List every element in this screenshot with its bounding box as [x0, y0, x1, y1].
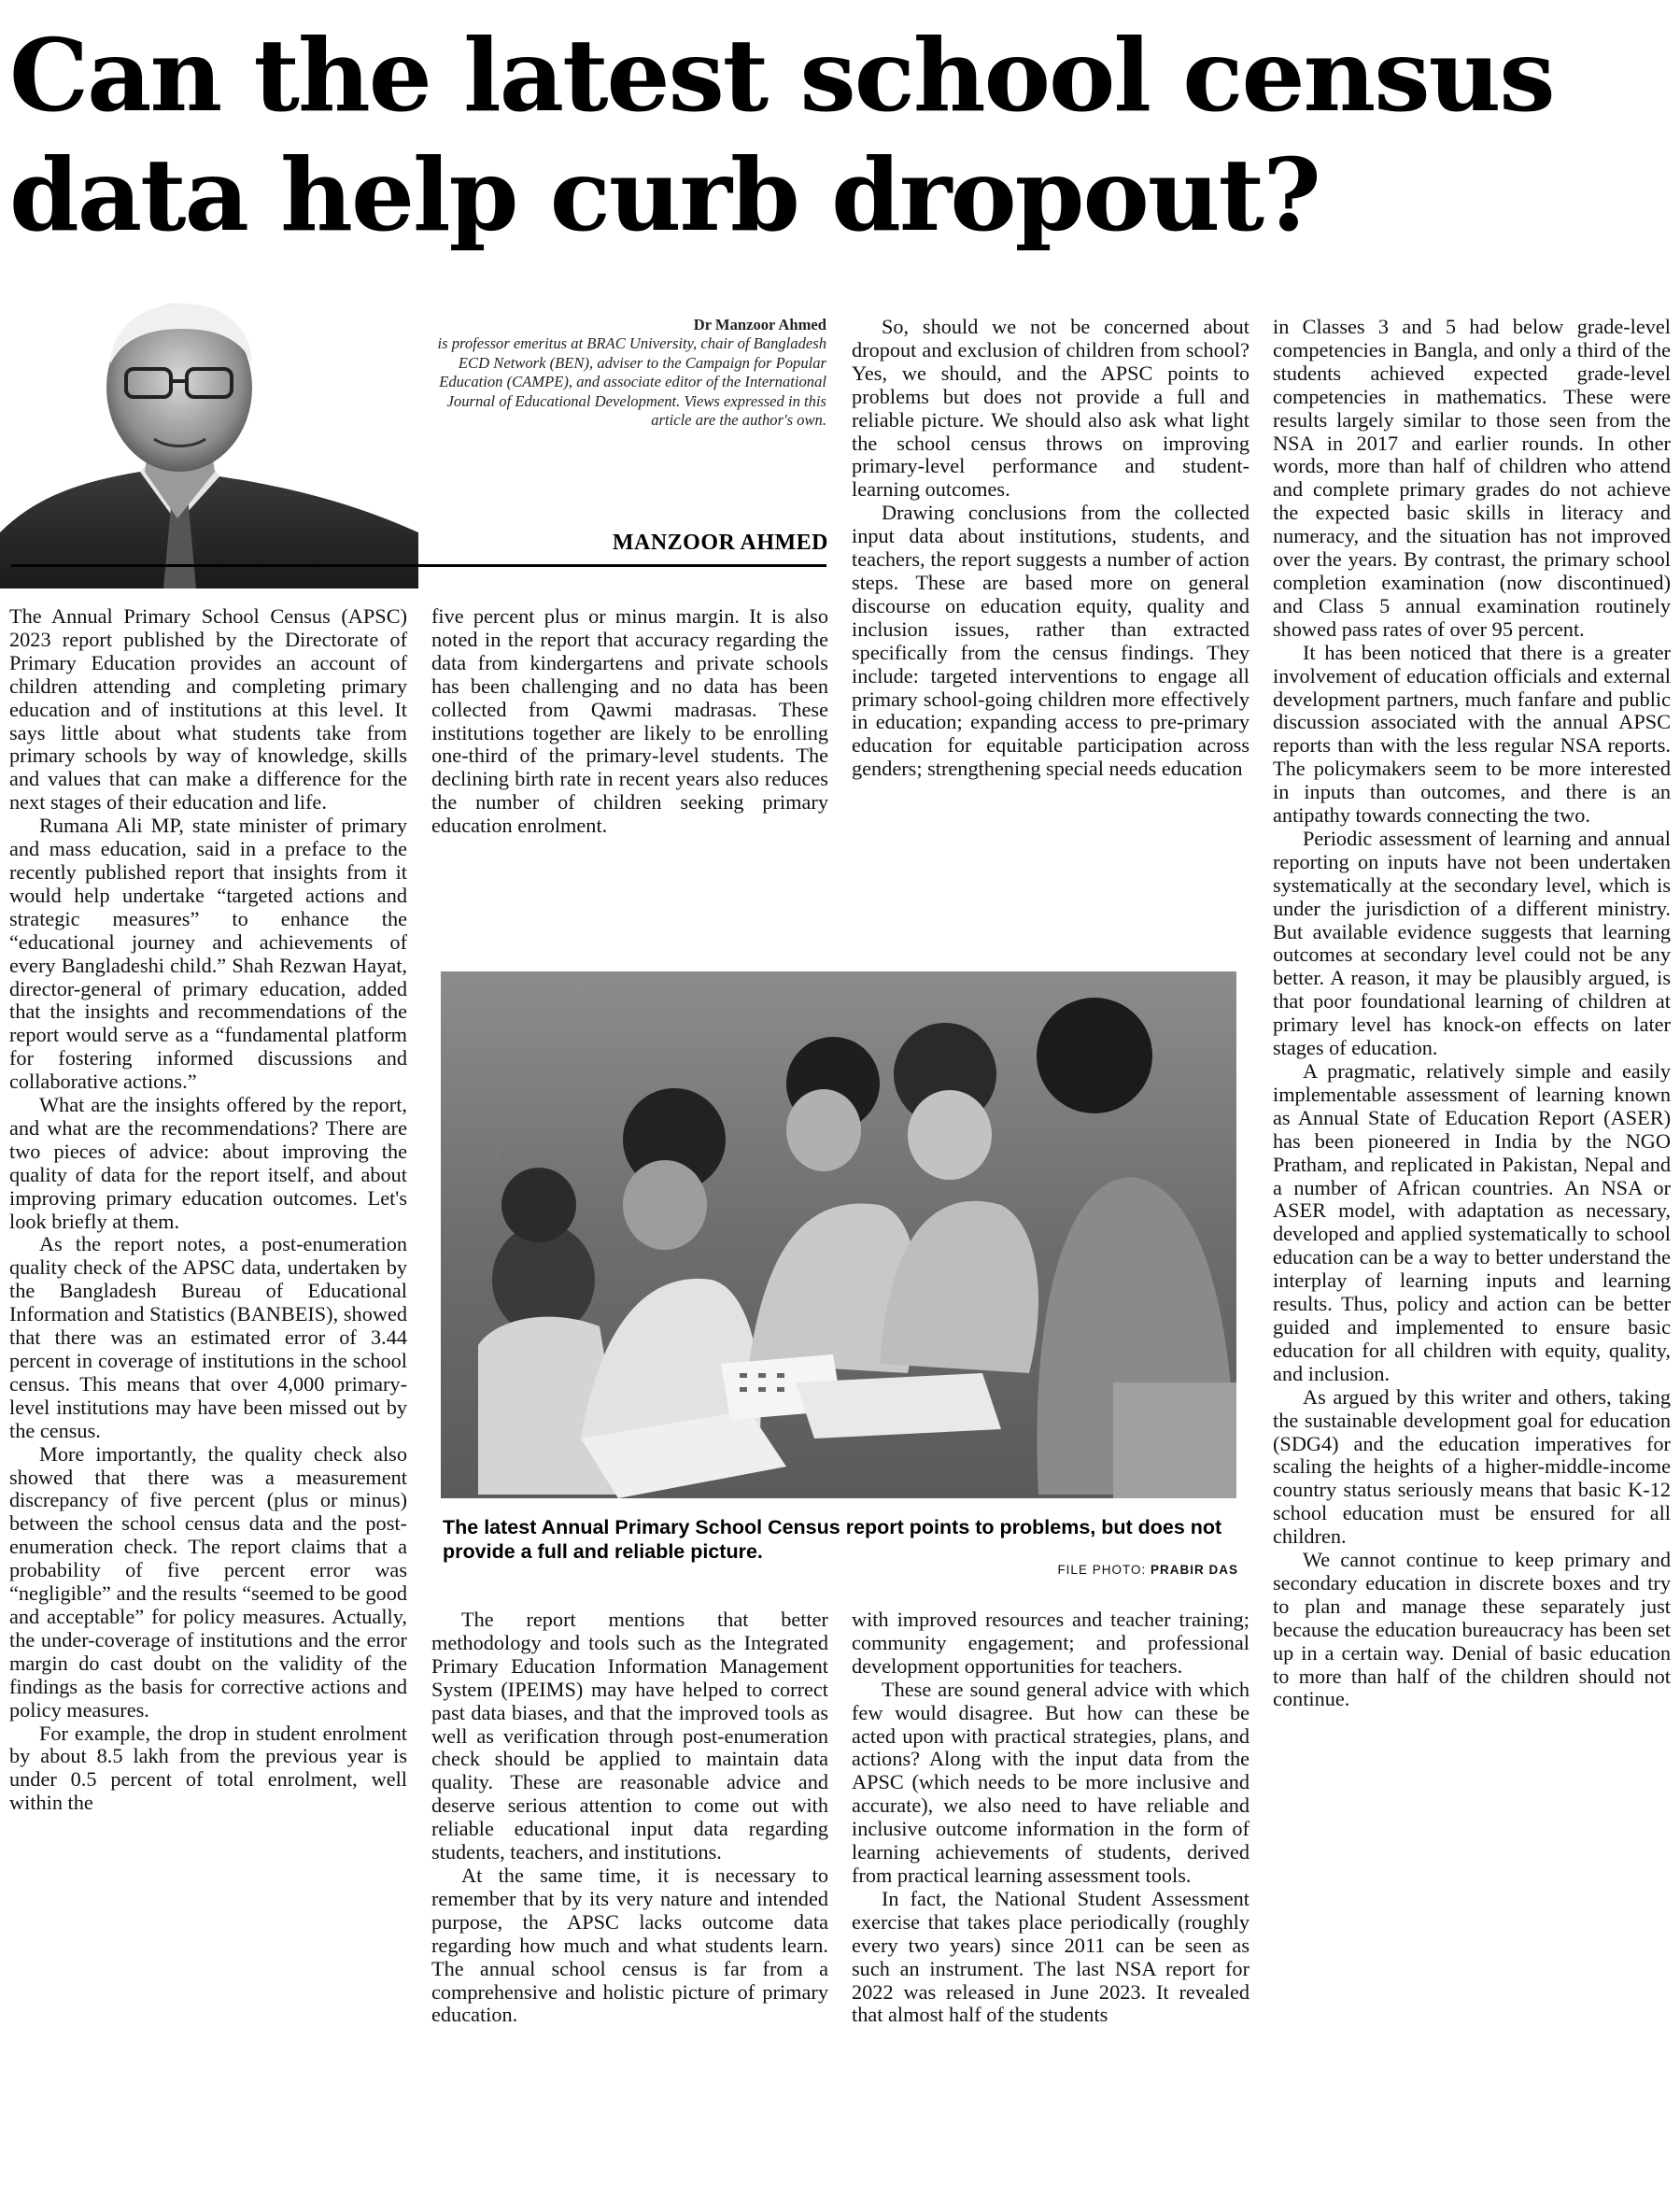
photo-credit-label: FILE PHOTO: — [1057, 1563, 1147, 1577]
paragraph: Drawing conclusions from the collected input data about institutions, students, and teachers, the report suggests a number of action steps. These are based more on general discourse on education equity, quality and inclusion issues, rather than extracted specifically from the census findings. They include: targeted interventions to engage all primary school-going children more effectively in education; expanding access to pre-primary education for equitable participation across genders; strengthening special needs education — [852, 501, 1249, 781]
author-photo — [0, 299, 418, 588]
main-photo — [441, 971, 1236, 1498]
paragraph: What are the insights offered by the report, and what are the recommendations? There are two pieces of advice: about improving the quality of data for the report itself, and about improving primary education outcomes. Let's look briefly at them. — [9, 1093, 407, 1233]
paragraph: In fact, the National Student Assessment exercise that takes place periodically (roughly every two years) since 2011 can be seen as such an instrument. The last NSA report for 2022 was released in June 2023. It revealed that almost half of the students — [852, 1886, 1249, 2027]
column-3-top — [852, 316, 1249, 781]
column-2-bottom — [431, 1609, 828, 2027]
column-1 — [9, 605, 407, 2193]
paragraph: More importantly, the quality check also showed that there was a measurement discrepancy of five percent (plus or minus) between the school census data and the post-enumeration check. The report claims that a probability of five percent error was “negligible” and the results “seemed to be good and acceptable” for policy measures. Actually, the under-coverage of institutions and the error margin do cast doubt on the validity of the findings as the basis for corrective actions and policy measures. — [9, 1441, 407, 1722]
paragraph: The report mentions that better methodology and tools such as the Integrated Primary Education Information Management System (IPEIMS) may have helped to correct past data biases, and that the improved tools as well as verification through post-enumeration check should be applied to maintain data quality. These are reasonable advice and deserve serious attention to come out with reliable educational input data regarding students, teachers, and institutions. — [431, 1608, 828, 1864]
photo-credit-name: PRABIR DAS — [1150, 1563, 1238, 1577]
paragraph: five percent plus or minus margin. It is also noted in the report that accuracy regarding the data from kindergartens and private schools has been challenging and no data has been collected from Qawmi madrasas. These institutions together are likely to be enrolling one-third of the primary-level students. The declining birth rate in recent years also reduces the number of children seeking primary education enrolment. — [431, 604, 828, 838]
author-name: Dr Manzoor Ahmed — [693, 316, 826, 333]
author-bio — [411, 316, 826, 430]
photo-credit — [1009, 1563, 1238, 1577]
paragraph: As argued by this writer and others, taking the sustainable development goal for education (SDG4) and the education imperatives for scaling the heights of a higher-middle-income country status seriously means that basic K-12 school education must be ensured for all children. — [1273, 1384, 1671, 1549]
byline: MANZOOR AHMED — [612, 531, 828, 555]
paragraph: We cannot continue to keep primary and secondary education in discrete boxes and try to plan and manage these separately just because the education bureaucracy has been set up in a certain way. Denial of basic education to more than half of the children should not continue. — [1273, 1548, 1671, 1711]
paragraph: For example, the drop in student enrolment by about 8.5 lakh from the previous year is under 0.5 percent of total enrolment, well within the — [9, 1721, 407, 1815]
photo-caption: The latest Annual Primary School Census report points to problems, but does not provide a full and reliable picture. — [443, 1516, 1222, 1563]
paragraph: At the same time, it is necessary to remember that by its very nature and intended purpose, the APSC lacks outcome data regarding how much and what students learn. The annual school census is far from a comprehensive and holistic picture of primary education. — [431, 1863, 828, 2027]
column-3-bottom — [852, 1609, 1249, 2027]
paragraph: These are sound general advice with which few would disagree. But how can these be acted upon with practical strategies, plans, and actions? Along with the input data from the APSC (which needs to be more inclusive and accurate), we also need to have reliable and inclusive outcome information in the form of learning achievements of students, derived from practical learning assessment tools. — [852, 1677, 1249, 1887]
paragraph: As the report notes, a post-enumeration quality check of the APSC data, undertaken by the Bangladesh Bureau of Educational Information and Statistics (BANBEIS), showed that there was an estimated error of 3.44 percent in coverage of institutions in the school census. This means that over 4,000 primary-level institutions may have been missed out by the census. — [9, 1232, 407, 1442]
paragraph: Rumana Ali MP, state minister of primary and mass education, said in a preface to the recently published report that insights from it would help undertake “targeted actions and strategic measures” to enhance the “educational journey and achievements of every Bangladeshi child.” Shah Rezwan Hayat, director-general of primary education, added that the insights and recommendations of the report would serve as a “fundamental platform for fostering informed discussions and collaborative actions.” — [9, 814, 407, 1094]
column-4 — [1273, 316, 1671, 1711]
paragraph: It has been noticed that there is a greater involvement of education officials and external development partners, much fanfare and public discussion associated with the annual APSC reports than with the less regular NSA reports. The policymakers seem to be more interested in inputs than outcomes, and there is an antipathy towards connecting the two. — [1273, 640, 1671, 828]
paragraph: The Annual Primary School Census (APSC) 2023 report published by the Directorate of Primary Education provides an account of children attending and completing primary education and of institutions at this level. It says little about what students take from primary schools by way of knowledge, skills and values that can make a difference for the next stages of their education and life. — [9, 604, 407, 815]
paragraph: Periodic assessment of learning and annual reporting on inputs have not been undertaken systematically at the secondary level, which is under the jurisdiction of a different ministry. But available evidence suggests that learning outcomes at secondary level could not be any better. A reason, it may be plausibly argued, is that poor foundational learning of children at primary level has knock-on effects on later stages of education. — [1273, 826, 1671, 1060]
byline-divider — [11, 564, 826, 567]
paragraph: A pragmatic, relatively simple and easily implementable assessment of learning known as Annual State of Education Report (ASER) has been pioneered in India by the NGO Pratham, and replicated in Pakistan, Nepal and a number of African countries. An NSA or ASER model, with adaptation as necessary, developed and applied systematically to school education can be a way to better understand the interplay of learning inputs and learning results. Thus, policy and action can be better guided and implemented to ensure basic education for all children with equity, quality, and inclusion. — [1273, 1059, 1671, 1385]
paragraph: with improved resources and teacher training; community engagement; and professional development opportunities for teachers. — [852, 1608, 1249, 1678]
headline: Can the latest school census data help curb dropout? — [9, 18, 1554, 254]
paragraph: So, should we not be concerned about dropout and exclusion of children from school? Yes, we should, and the APSC points to problems but does not provide a full and reliable picture. We should also ask what light the school census throws on improving primary-level performance and student-learning outcomes. — [852, 315, 1249, 502]
column-2-top — [431, 605, 828, 838]
paragraph: in Classes 3 and 5 had below grade-level competencies in Bangla, and only a third of the students achieved expected grade-level competencies in mathematics. These were results largely similar to those seen from the NSA in 2017 and earlier rounds. In other words, more than half of children who attend and complete primary grades do not achieve the expected basic skills in literacy and numeracy, and the situation has not improved over the years. By contrast, the primary school completion examination (now discontinued) and Class 5 annual examination routinely showed pass rates of over 95 percent. — [1273, 315, 1671, 641]
author-bio-text: is professor emeritus at BRAC University, chair of Bangladesh ECD Network (BEN), adviser to the Campaign for Popular Education (CAMPE), and associate editor of the International Journal of Educational Development. Views expressed in this article are the author's own. — [437, 334, 826, 430]
